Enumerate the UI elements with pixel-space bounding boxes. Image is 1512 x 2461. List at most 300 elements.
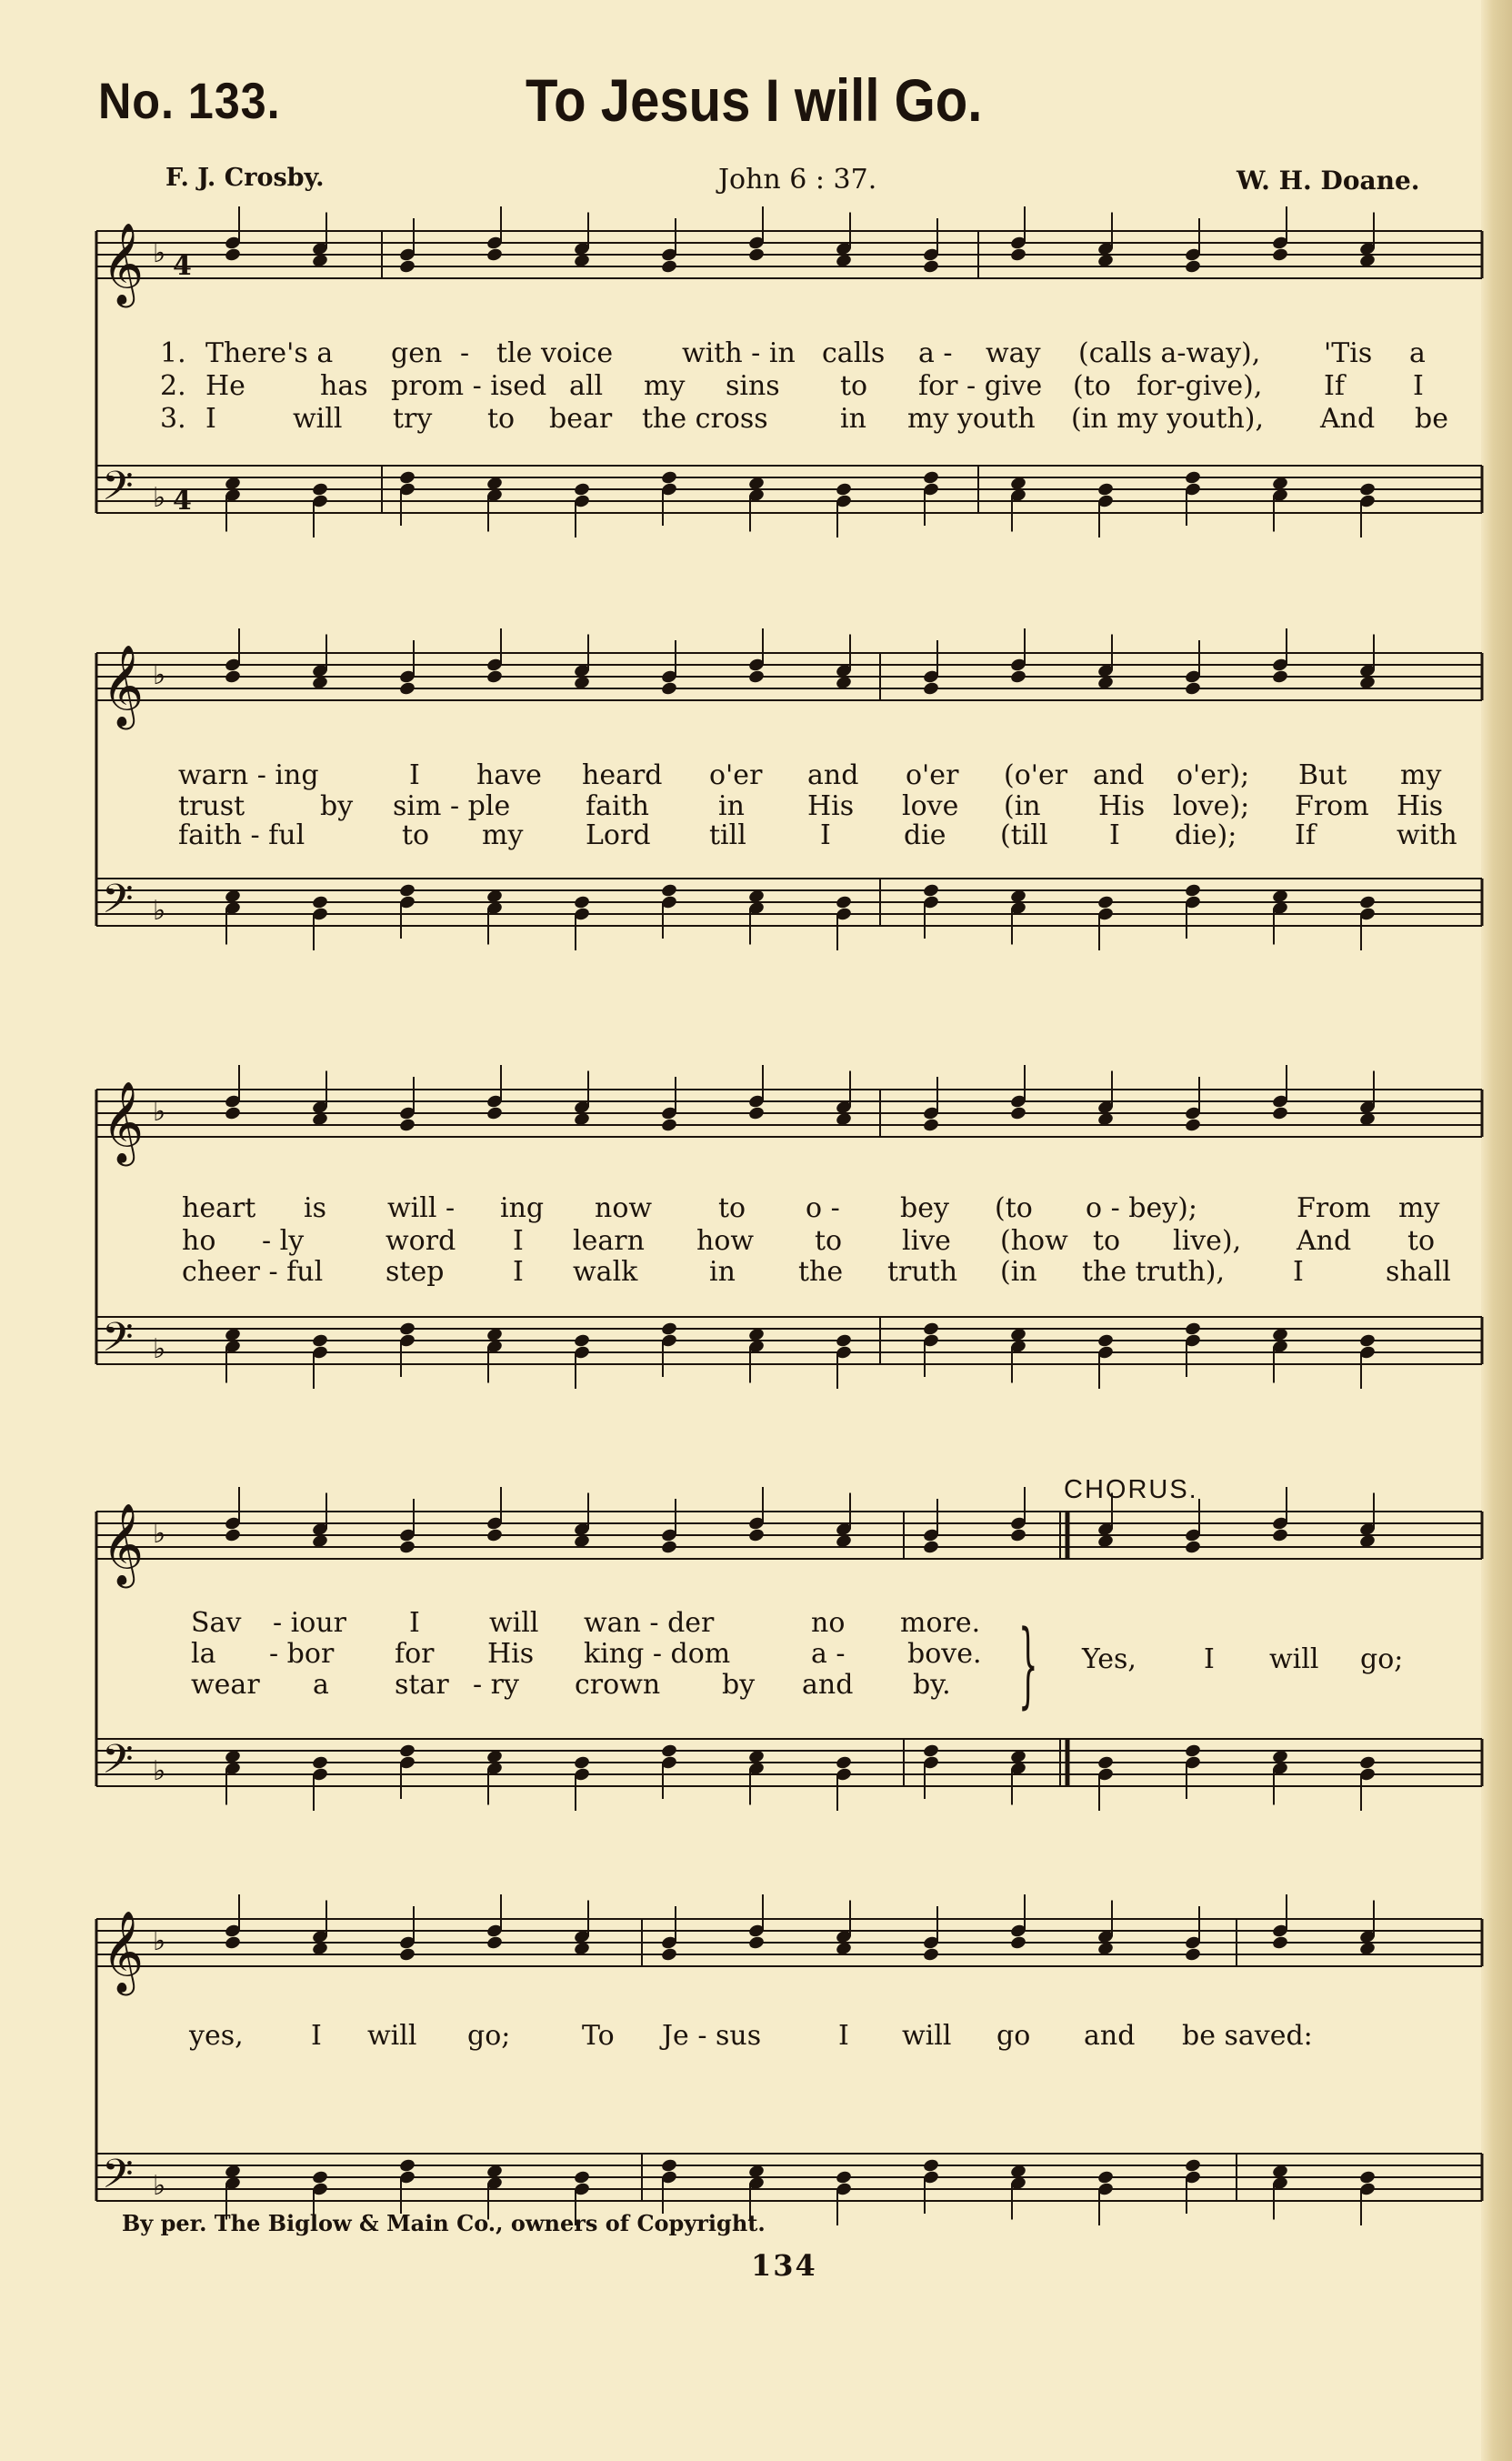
notehead: [1009, 1339, 1026, 1354]
notehead: [311, 2182, 328, 2197]
lyric: try: [393, 403, 433, 435]
lyric: in: [840, 403, 866, 435]
notehead: [835, 1333, 852, 1349]
lyric: wear: [191, 1669, 260, 1701]
notehead: [311, 1111, 328, 1127]
lyric: be saved:: [1182, 2020, 1313, 2052]
system-1-bass: [95, 455, 1486, 546]
notehead: [311, 663, 328, 678]
notehead: [486, 669, 503, 685]
notehead: [1184, 681, 1201, 697]
notehead: [1358, 675, 1376, 690]
notehead: [573, 663, 590, 678]
notehead: [573, 2182, 590, 2197]
notehead: [311, 2170, 328, 2185]
lyric: walk: [573, 1256, 638, 1288]
notehead: [224, 1106, 241, 1121]
lyric: Lord: [586, 819, 651, 851]
notehead: [922, 1743, 939, 1759]
notehead: [835, 1755, 852, 1771]
notehead: [1096, 1345, 1114, 1361]
lyric: o'er: [709, 759, 763, 791]
notehead: [660, 1106, 677, 1121]
notehead: [486, 658, 503, 673]
lyric: I: [513, 1225, 524, 1257]
bass-clef-icon: 𝄢: [102, 1313, 134, 1371]
notehead: [311, 1522, 328, 1537]
notehead: [486, 1516, 503, 1532]
flat-icon: ♭: [153, 1925, 166, 1957]
lyric: will -: [387, 1192, 456, 1224]
notehead: [1184, 669, 1201, 685]
notehead: [922, 2170, 939, 2185]
verse-number: 3.: [160, 403, 186, 435]
notehead: [922, 883, 939, 899]
notehead: [311, 1345, 328, 1361]
notehead: [747, 1094, 765, 1110]
lyric: truth: [887, 1256, 958, 1288]
notehead: [660, 1947, 677, 1963]
lyric: He: [205, 370, 245, 402]
notehead: [1009, 1327, 1026, 1342]
notehead: [835, 907, 852, 922]
lyric: by: [320, 790, 354, 822]
notehead: [1096, 663, 1114, 678]
lyric: in: [709, 1256, 736, 1288]
notehead: [835, 895, 852, 910]
lyric: heart: [182, 1192, 256, 1224]
lyric: I: [409, 759, 420, 791]
notehead: [1184, 1947, 1201, 1963]
notehead: [398, 1540, 416, 1555]
notehead: [1009, 1528, 1026, 1543]
notehead: [1009, 1761, 1026, 1776]
notehead: [835, 1345, 852, 1361]
notehead: [311, 1100, 328, 1115]
lyric: I: [1293, 1256, 1304, 1288]
notehead: [747, 1327, 765, 1342]
notehead: [398, 681, 416, 697]
lyric: with - in: [682, 337, 796, 369]
lyric: - iour: [273, 1607, 346, 1639]
notehead: [1096, 1333, 1114, 1349]
lyric: And: [1320, 403, 1376, 435]
lyric: a: [313, 1669, 329, 1701]
notehead: [1096, 1533, 1114, 1549]
lyric: shall: [1386, 1256, 1451, 1288]
lyric: sins: [726, 370, 780, 402]
notehead: [573, 1100, 590, 1115]
lyric: will: [489, 1607, 539, 1639]
notehead: [1009, 658, 1026, 673]
notehead: [224, 1528, 241, 1543]
author-credit: F. J. Crosby.: [165, 164, 325, 192]
notehead: [1096, 1941, 1114, 1956]
notehead: [486, 1339, 503, 1354]
notehead: [922, 1528, 939, 1543]
notehead: [573, 1929, 590, 1944]
lyric: I: [1413, 370, 1424, 402]
notehead: [660, 2158, 677, 2174]
flat-icon: ♭: [153, 1333, 166, 1365]
notehead: [224, 900, 241, 916]
notehead: [224, 1935, 241, 1951]
notehead: [1096, 1100, 1114, 1115]
lyric: by: [722, 1669, 756, 1701]
notehead: [1184, 883, 1201, 899]
lyric: (calls a-way),: [1078, 337, 1261, 369]
lyric: to: [815, 1225, 843, 1257]
lyric: yes,: [189, 2020, 244, 2052]
notehead: [573, 907, 590, 922]
notehead: [835, 2170, 852, 2185]
notehead: [1271, 1749, 1288, 1764]
notehead: [1096, 2182, 1114, 2197]
lyric: with: [1397, 819, 1457, 851]
time-signature: 4: [173, 250, 192, 282]
notehead: [1009, 2164, 1026, 2179]
notehead: [1271, 1094, 1288, 1110]
lyric: sim - ple: [393, 790, 511, 822]
notehead: [1184, 1755, 1201, 1771]
notehead: [835, 1929, 852, 1944]
lyric: trust: [178, 790, 245, 822]
flat-icon: ♭: [153, 1096, 166, 1128]
notehead: [224, 1924, 241, 1939]
notehead: [398, 1333, 416, 1349]
lyric: And: [1297, 1225, 1352, 1257]
verse-brace: }: [1018, 1612, 1038, 1721]
notehead: [486, 1327, 503, 1342]
notehead: [1358, 1100, 1376, 1115]
lyric: But: [1298, 759, 1347, 791]
notehead: [747, 2164, 765, 2179]
lyric: (in: [1004, 790, 1041, 822]
lyric: more.: [900, 1607, 981, 1639]
notehead: [398, 2170, 416, 2185]
lyric: till: [709, 819, 746, 851]
treble-clef-icon: 𝄞: [102, 1911, 145, 1993]
notehead: [1009, 1749, 1026, 1764]
lyric: o'er);: [1177, 759, 1250, 791]
lyric: ing: [500, 1192, 545, 1224]
notehead: [1184, 1106, 1201, 1121]
bass-clef-icon: 𝄢: [102, 462, 134, 519]
chorus-label: CHORUS.: [1064, 1475, 1198, 1504]
notehead: [398, 1947, 416, 1963]
lyric: my: [482, 819, 524, 851]
notehead: [660, 1935, 677, 1951]
notehead: [1271, 889, 1288, 904]
lyric: to: [1407, 1225, 1436, 1257]
notehead: [1271, 1761, 1288, 1776]
lyric: go: [996, 2020, 1031, 2052]
lyric: bove.: [907, 1638, 982, 1670]
lyric: From: [1297, 1192, 1371, 1224]
notehead: [835, 2182, 852, 2197]
notehead: [573, 1767, 590, 1783]
notehead: [1009, 1106, 1026, 1121]
notehead: [835, 1941, 852, 1956]
notehead: [660, 669, 677, 685]
notehead: [573, 1755, 590, 1771]
lyric: There's a: [205, 337, 334, 369]
notehead: [1358, 1755, 1376, 1771]
notehead: [398, 1755, 416, 1771]
notehead: [486, 1924, 503, 1939]
notehead: [311, 1929, 328, 1944]
notehead: [1184, 2170, 1201, 2185]
flat-icon: ♭: [153, 895, 166, 927]
notehead: [1009, 1935, 1026, 1951]
notehead: [747, 658, 765, 673]
notehead: [573, 1941, 590, 1956]
notehead: [224, 2175, 241, 2191]
lyric: I: [1109, 819, 1120, 851]
page-edge: [1481, 0, 1512, 2461]
lyric: the: [798, 1256, 844, 1288]
notehead: [835, 1111, 852, 1127]
lyric: love: [902, 790, 959, 822]
treble-clef-icon: 𝄞: [102, 1081, 145, 1163]
lyric: my: [1398, 1192, 1440, 1224]
notehead: [1358, 895, 1376, 910]
notehead: [573, 1533, 590, 1549]
notehead: [1096, 675, 1114, 690]
lyric: no: [811, 1607, 846, 1639]
notehead: [747, 900, 765, 916]
notehead: [835, 1100, 852, 1115]
notehead: [1358, 907, 1376, 922]
notehead: [1358, 1767, 1376, 1783]
lyric: in: [718, 790, 745, 822]
lyric: my youth: [907, 403, 1036, 435]
notehead: [1184, 895, 1201, 910]
lyric: Sav: [191, 1607, 242, 1639]
notehead: [1096, 1929, 1114, 1944]
notehead: [660, 1755, 677, 1771]
lyric: die: [904, 819, 946, 851]
notehead: [922, 1947, 939, 1963]
notehead: [311, 895, 328, 910]
notehead: [1096, 907, 1114, 922]
lyric: will: [293, 403, 343, 435]
lyric: to: [402, 819, 430, 851]
lyric: live),: [1173, 1225, 1242, 1257]
notehead: [660, 1118, 677, 1133]
lyric: la: [191, 1638, 216, 1670]
lyric: o - bey);: [1086, 1192, 1197, 1224]
lyric: (in: [1000, 1256, 1037, 1288]
notehead: [1271, 2175, 1288, 2191]
lyric: die);: [1175, 819, 1237, 851]
notehead: [922, 895, 939, 910]
lyric: o -: [806, 1192, 840, 1224]
notehead: [398, 1118, 416, 1133]
notehead: [1184, 1528, 1201, 1543]
notehead: [1358, 1333, 1376, 1349]
lyric: star: [395, 1669, 449, 1701]
notehead: [1271, 1935, 1288, 1951]
notehead: [1009, 1516, 1026, 1532]
notehead: [1358, 663, 1376, 678]
notehead: [1271, 1106, 1288, 1121]
notehead: [660, 1333, 677, 1349]
lyric: step: [386, 1256, 445, 1288]
lyric: heard: [582, 759, 663, 791]
lyric: go;: [467, 2020, 511, 2052]
lyric: to: [1093, 1225, 1121, 1257]
notehead: [311, 1755, 328, 1771]
notehead: [922, 1321, 939, 1337]
lyric: I: [820, 819, 831, 851]
notehead: [1184, 1540, 1201, 1555]
flat-icon: ♭: [153, 482, 166, 514]
notehead: [747, 1516, 765, 1532]
lyric: all: [569, 370, 604, 402]
lyric: Yes,: [1082, 1643, 1137, 1675]
notehead: [747, 669, 765, 685]
notehead: [1358, 2170, 1376, 2185]
notehead: [660, 1743, 677, 1759]
treble-clef-icon: 𝄞: [102, 645, 145, 727]
notehead: [1271, 1924, 1288, 1939]
notehead: [311, 1767, 328, 1783]
notehead: [486, 889, 503, 904]
bass-clef-icon: 𝄢: [102, 875, 134, 932]
notehead: [1358, 1941, 1376, 1956]
notehead: [224, 1094, 241, 1110]
notehead: [486, 2164, 503, 2179]
flat-icon: ♭: [153, 1518, 166, 1550]
lyric: my: [644, 370, 686, 402]
flat-icon: ♭: [153, 1755, 166, 1787]
lyric: and: [802, 1669, 854, 1701]
lyric: warn - ing: [178, 759, 319, 791]
notehead: [747, 1749, 765, 1764]
lyric: the cross: [642, 403, 768, 435]
notehead: [1009, 1094, 1026, 1110]
notehead: [660, 883, 677, 899]
notehead: [311, 1533, 328, 1549]
composer-credit: W. H. Doane.: [1237, 166, 1420, 196]
lyric: king - dom: [584, 1638, 731, 1670]
notehead: [224, 669, 241, 685]
notehead: [486, 1528, 503, 1543]
notehead: [224, 1749, 241, 1764]
notehead: [573, 1333, 590, 1349]
lyric: a: [1409, 337, 1426, 369]
lyric: prom - ised: [391, 370, 547, 402]
notehead: [1271, 1516, 1288, 1532]
lyric: o'er: [906, 759, 959, 791]
hymn-title: To Jesus I will Go.: [526, 66, 983, 134]
lyric: I: [409, 1607, 420, 1639]
notehead: [747, 1339, 765, 1354]
lyric: has: [320, 370, 368, 402]
page-number: 134: [751, 2248, 817, 2283]
notehead: [1096, 1522, 1114, 1537]
lyric: to: [718, 1192, 746, 1224]
treble-clef-icon: 𝄞: [102, 1503, 145, 1585]
lyric: and: [1084, 2020, 1136, 2052]
notehead: [1358, 1533, 1376, 1549]
notehead: [1184, 1333, 1201, 1349]
bass-clef-icon: 𝄢: [102, 2150, 134, 2207]
lyric: Je - sus: [662, 2020, 762, 2052]
lyric: His: [1098, 790, 1146, 822]
notehead: [224, 1761, 241, 1776]
lyric: cheer - ful: [182, 1256, 324, 1288]
lyric: His: [1397, 790, 1444, 822]
notehead: [1009, 669, 1026, 685]
copyright-notice: By per. The Biglow & Main Co., owners of Copyright.: [122, 2210, 766, 2236]
notehead: [398, 1321, 416, 1337]
notehead: [1184, 1118, 1201, 1133]
notehead: [1184, 2158, 1201, 2174]
notehead: [311, 1941, 328, 1956]
flat-icon: ♭: [153, 237, 166, 269]
lyric: - ry: [473, 1669, 519, 1701]
notehead: [1271, 1327, 1288, 1342]
notehead: [922, 1118, 939, 1133]
lyric: the truth),: [1082, 1256, 1226, 1288]
notehead: [224, 658, 241, 673]
lyric: word: [386, 1225, 456, 1257]
lyric: - bor: [269, 1638, 335, 1670]
lyric: If: [1324, 370, 1345, 402]
notehead: [486, 1094, 503, 1110]
notehead: [835, 1533, 852, 1549]
lyric: by.: [913, 1669, 951, 1701]
lyric: a -: [811, 1638, 846, 1670]
notehead: [1271, 2164, 1288, 2179]
lyric: ho: [182, 1225, 216, 1257]
lyric: live: [902, 1225, 951, 1257]
notehead: [224, 1339, 241, 1354]
notehead: [1271, 658, 1288, 673]
lyric: for-give),: [1137, 370, 1263, 402]
notehead: [747, 1528, 765, 1543]
notehead: [398, 1528, 416, 1543]
system-1-treble: [95, 224, 1486, 342]
notehead: [398, 669, 416, 685]
notehead: [486, 1106, 503, 1121]
lyric: is: [304, 1192, 326, 1224]
lyric: tle voice: [496, 337, 614, 369]
lyric: learn: [573, 1225, 645, 1257]
notehead: [922, 1106, 939, 1121]
notehead: [1009, 900, 1026, 916]
notehead: [747, 1761, 765, 1776]
notehead: [1271, 1339, 1288, 1354]
lyric: - ly: [262, 1225, 305, 1257]
lyric: way: [986, 337, 1041, 369]
notehead: [1096, 2170, 1114, 2185]
lyric: a -: [918, 337, 953, 369]
notehead: [922, 1333, 939, 1349]
notehead: [1358, 1111, 1376, 1127]
notehead: [835, 1522, 852, 1537]
notehead: [311, 675, 328, 690]
lyric: will: [1269, 1643, 1319, 1675]
lyric: for: [395, 1638, 435, 1670]
notehead: [835, 1767, 852, 1783]
lyric: will: [367, 2020, 417, 2052]
lyric: If: [1295, 819, 1316, 851]
lyric: calls: [822, 337, 886, 369]
lyric: -: [460, 337, 470, 369]
